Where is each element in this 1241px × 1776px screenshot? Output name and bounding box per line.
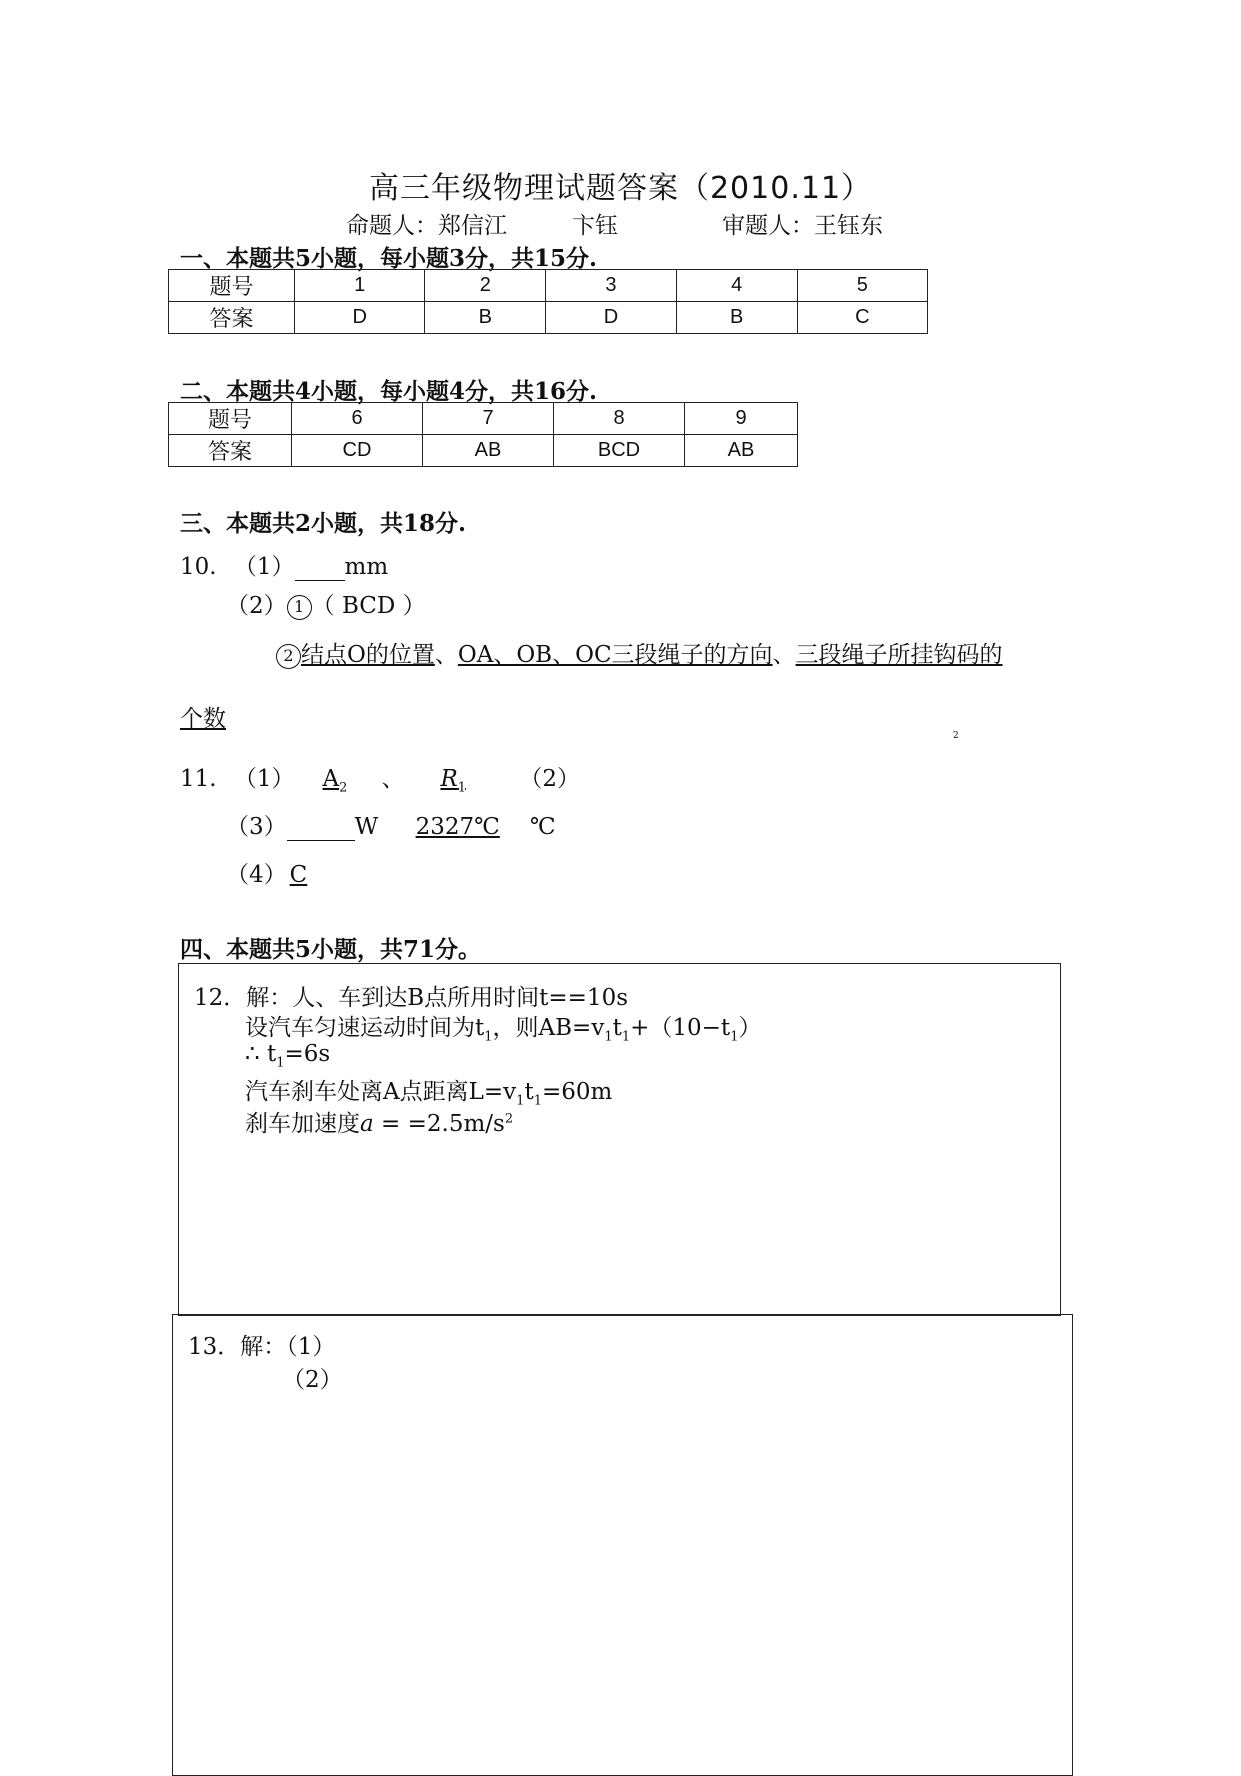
table-cell: AB xyxy=(423,435,554,467)
table-cell: 4 xyxy=(676,270,797,302)
q11-p4-value: C xyxy=(289,862,308,888)
table-row xyxy=(169,270,928,302)
text: 汽车刹车处离A点距离L=v xyxy=(245,1079,517,1105)
q11-p4-label: （4） xyxy=(226,862,287,888)
q10-answer-text: 结点O的位置 xyxy=(301,642,435,668)
subscript: 1 xyxy=(604,1029,613,1045)
q11-part4 xyxy=(226,856,310,889)
q12-line2 xyxy=(245,1009,761,1045)
text: =60m xyxy=(541,1079,613,1105)
table-row xyxy=(169,403,798,435)
q11-part3 xyxy=(226,808,556,841)
q12-line1: 12．解：人、车到达B点所用时间t==10s xyxy=(194,985,629,1011)
table-cell: 9 xyxy=(685,403,798,435)
answer-blank xyxy=(287,818,355,841)
separator: 、 xyxy=(381,766,405,792)
subscript: 1 xyxy=(484,1029,493,1045)
table-cell: 8 xyxy=(554,403,685,435)
q13-line1: 13．解：（1） xyxy=(188,1334,336,1360)
answer-table-2 xyxy=(168,402,798,467)
circled-number: 1 xyxy=(287,595,312,620)
answer-text: R xyxy=(440,766,458,792)
table-cell: AB xyxy=(685,435,798,467)
stray-mark: 2 xyxy=(953,731,959,741)
table-cell: D xyxy=(546,302,676,334)
text: 刹车加速度 xyxy=(245,1111,360,1137)
subscript: 1 xyxy=(516,1093,525,1109)
q12-line5 xyxy=(245,1105,513,1138)
setter-name: 命题人：郑信江 xyxy=(346,213,507,239)
q10-part2 xyxy=(226,587,426,620)
q10-answer-text: OA、OB、OC三段绳子的方向 xyxy=(457,642,773,668)
q11-p3-value: 2327℃ xyxy=(415,814,500,840)
text: =6s xyxy=(284,1041,331,1067)
subscript: 1 xyxy=(457,780,467,796)
q11-p3-unit: W xyxy=(354,814,379,840)
subscript: 1 xyxy=(276,1055,285,1071)
table-row xyxy=(169,302,928,334)
text: 设汽车匀速运动时间为t xyxy=(245,1015,485,1041)
separator: 、 xyxy=(772,642,796,668)
row-label: 答案 xyxy=(169,435,292,467)
answer-table-1 xyxy=(168,269,928,334)
answer-blank xyxy=(295,558,345,581)
q11-p2-label: （2） xyxy=(519,766,580,792)
row-label: 题号 xyxy=(169,270,295,302)
q12-line3 xyxy=(245,1041,330,1071)
subscript: 1 xyxy=(730,1029,739,1045)
row-label: 题号 xyxy=(169,403,292,435)
table-cell: C xyxy=(797,302,927,334)
separator: 、 xyxy=(434,642,458,668)
q10-part1 xyxy=(180,548,388,581)
row-label: 答案 xyxy=(169,302,295,334)
q10-p1-unit: mm xyxy=(344,554,389,580)
table-cell: BCD xyxy=(554,435,685,467)
text: ） xyxy=(738,1015,762,1041)
answer-text: A xyxy=(322,766,340,792)
setter2-name: 卞钰 xyxy=(572,213,618,239)
table-cell: D xyxy=(295,302,425,334)
table-cell: 7 xyxy=(423,403,554,435)
table-cell: B xyxy=(425,302,546,334)
reviewer-name: 审题人：王钰东 xyxy=(722,213,883,239)
section4-heading: 四、本题共5小题，共71分。 xyxy=(180,936,482,963)
text: a xyxy=(360,1111,374,1137)
table-cell: 1 xyxy=(295,270,425,302)
table-cell: CD xyxy=(292,435,423,467)
text: +（10−t xyxy=(630,1015,731,1041)
table-cell: 2 xyxy=(425,270,546,302)
superscript: 2 xyxy=(504,1111,514,1127)
page-title: 高三年级物理试题答案（2010.11） xyxy=(368,171,873,206)
text: = =2.5m/s xyxy=(373,1111,505,1137)
subscript: 2 xyxy=(339,780,348,796)
table-cell: 6 xyxy=(292,403,423,435)
subscript: 1 xyxy=(533,1093,542,1109)
q13-line2: （2） xyxy=(282,1367,343,1393)
q10-answer-text: 三段绳子所挂钩码的 xyxy=(795,642,1003,668)
text: t xyxy=(524,1079,534,1105)
q11-answer-a xyxy=(295,766,376,796)
q10-number: 10. xyxy=(180,554,217,580)
table-row xyxy=(169,435,798,467)
table-cell: 5 xyxy=(797,270,927,302)
section3-heading: 三、本题共2小题，共18分. xyxy=(180,510,467,537)
q11-part1 xyxy=(180,760,580,796)
q11-p3-label: （3） xyxy=(226,814,287,840)
q10-p2-answer: （ BCD ） xyxy=(311,593,426,619)
circled-number: 2 xyxy=(276,644,301,669)
q10-answer-continued: 个数 xyxy=(180,706,226,732)
q10-part2b xyxy=(276,636,1003,669)
table-cell: B xyxy=(676,302,797,334)
q10-p2-label: （2） xyxy=(226,593,287,619)
table-cell: 3 xyxy=(546,270,676,302)
subscript: 1 xyxy=(621,1029,631,1045)
q11-p3-unit2: ℃ xyxy=(529,814,556,840)
q12-line4 xyxy=(245,1073,612,1109)
q11-number: 11. xyxy=(180,766,217,792)
text: t xyxy=(612,1015,622,1041)
section2-heading: 二、本题共4小题，每小题4分，共16分. xyxy=(180,378,598,405)
q10-p1-label: （1） xyxy=(233,554,295,580)
q11-answer-r xyxy=(410,766,502,796)
q11-p1-label: （1） xyxy=(233,766,295,792)
text: ，则AB=v xyxy=(492,1015,605,1041)
section1-heading: 一、本题共5小题，每小题3分，共15分. xyxy=(180,245,598,272)
text: ∴ t xyxy=(245,1041,277,1067)
